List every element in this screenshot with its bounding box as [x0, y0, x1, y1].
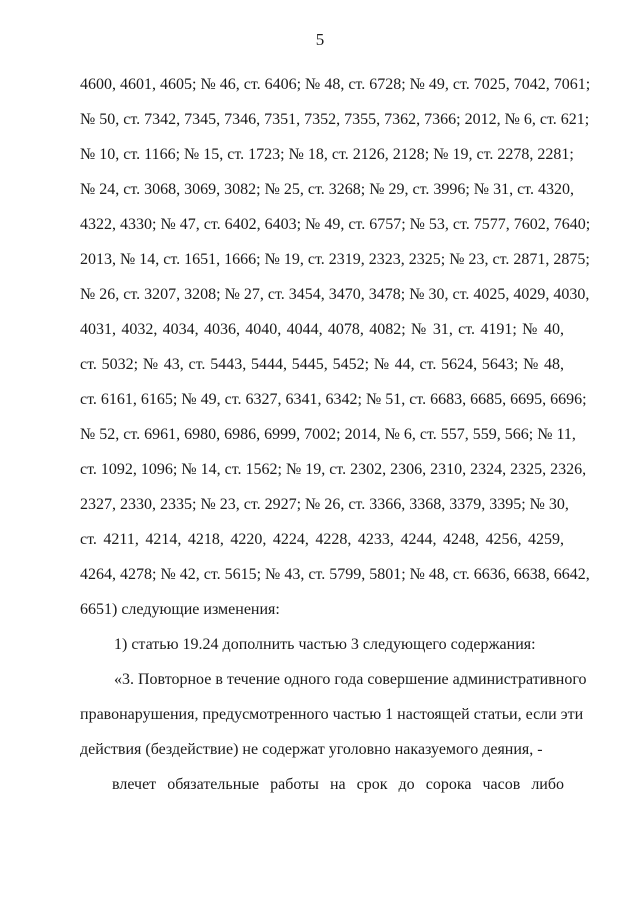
text-line: № 10, ст. 1166; № 15, ст. 1723; № 18, ст. 2126, 2128; № 19, ст. 2278, 2281; — [80, 146, 574, 163]
quoted-paragraph: «3. Повторное в течение одного года совершение административного — [114, 671, 587, 688]
text-line: 4600, 4601, 4605; № 46, ст. 6406; № 48, ст. 6728; № 49, ст. 7025, 7042, 7061; — [80, 76, 591, 93]
text-line: № 52, ст. 6961, 6980, 6986, 6999, 7002; 2014, № 6, ст. 557, 559, 566; № 11, — [80, 426, 576, 443]
text-line: ст. 4211, 4214, 4218, 4220, 4224, 4228, 4233, 4244, 4248, 4256, 4259, — [80, 531, 564, 548]
text-line: 4264, 4278; № 42, ст. 5615; № 43, ст. 5799, 5801; № 48, ст. 6636, 6638, 6642, — [80, 566, 590, 583]
text-line: 4322, 4330; № 47, ст. 6402, 6403; № 49, ст. 6757; № 53, ст. 7577, 7602, 7640; — [80, 216, 591, 233]
text-line: 4031, 4032, 4034, 4036, 4040, 4044, 4078, 4082; № 31, ст. 4191; № 40, — [80, 321, 564, 338]
text-line: ст. 1092, 1096; № 14, ст. 1562; № 19, ст. 2302, 2306, 2310, 2324, 2325, 2326, — [80, 461, 587, 478]
text-line: ст. 6161, 6165; № 49, ст. 6327, 6341, 6342; № 51, ст. 6683, 6685, 6695, 6696; — [80, 391, 587, 408]
text-line: № 26, ст. 3207, 3208; № 27, ст. 3454, 3470, 3478; № 30, ст. 4025, 4029, 4030, — [80, 286, 590, 303]
text-line: 2327, 2330, 2335; № 23, ст. 2927; № 26, ст. 3366, 3368, 3379, 3395; № 30, — [80, 496, 569, 513]
text-line: правонарушения, предусмотренного частью 1 настоящей статьи, если эти — [80, 706, 584, 723]
text-line: действия (бездействие) не содержат уголовно наказуемого деяния, - — [80, 741, 543, 758]
page-number: 5 — [315, 30, 325, 49]
text-line: № 24, ст. 3068, 3069, 3082; № 25, ст. 3268; № 29, ст. 3996; № 31, ст. 4320, — [80, 181, 574, 198]
text-line: № 50, ст. 7342, 7345, 7346, 7351, 7352, 7355, 7362, 7366; 2012, № 6, ст. 621; — [80, 111, 590, 128]
text-line: ст. 5032; № 43, ст. 5443, 5444, 5445, 5452; № 44, ст. 5624, 5643; № 48, — [80, 356, 564, 373]
document-body — [80, 67, 591, 802]
amendment-item: 1) статью 19.24 дополнить частью 3 следующего содержания: — [114, 636, 536, 653]
text-line: 6651) следующие изменения: — [80, 601, 280, 618]
text-line: 2013, № 14, ст. 1651, 1666; № 19, ст. 2319, 2323, 2325; № 23, ст. 2871, 2875; — [80, 251, 590, 268]
text-line: влечет обязательные работы на срок до сорока часов либо — [112, 776, 564, 793]
